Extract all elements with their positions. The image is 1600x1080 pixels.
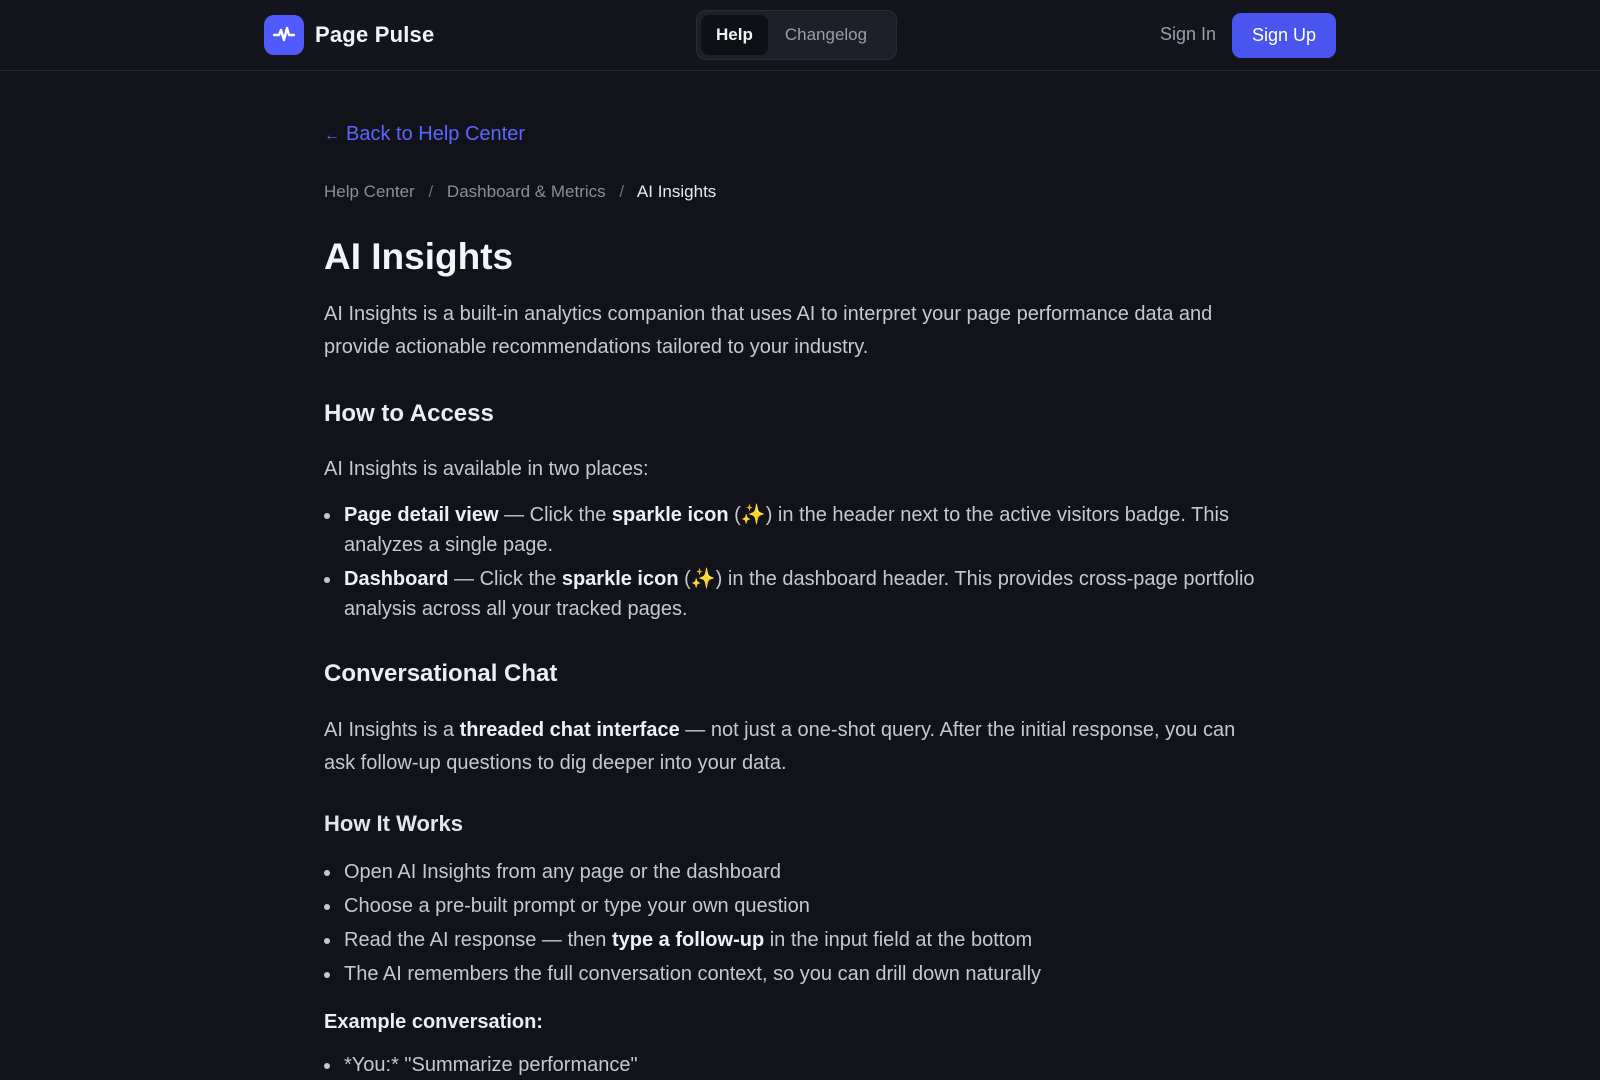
how-it-works-list [324, 857, 1264, 989]
item-text: Read the AI response — then [344, 929, 612, 951]
item-bold: type a follow-up [611, 929, 765, 951]
arrow-left-icon: ← [324, 127, 340, 144]
tab-help[interactable]: Help [701, 15, 768, 55]
intro-paragraph: AI Insights is a built-in analytics companion that uses AI to interpret your page performance data and provide actionable recommendations tailored to your industry. [324, 303, 1213, 358]
item-text: — Click the [448, 568, 562, 590]
brand-name: Page Pulse [315, 22, 435, 47]
item-text: ( [728, 504, 741, 526]
list-item [324, 925, 1264, 955]
item-label: Page detail view [344, 504, 499, 526]
list-item: Open AI Insights from any page or the dashboard [324, 857, 1264, 887]
pulse-icon [264, 15, 304, 55]
page-title: AI Insights [324, 236, 514, 277]
item-icon-label: sparkle icon [611, 504, 729, 526]
brand[interactable] [264, 15, 434, 55]
list-item [324, 564, 1264, 624]
list-item: Choose a pre-built prompt or type your own question [324, 891, 1264, 921]
back-link-label: Back to Help Center [346, 123, 525, 145]
top-navbar [0, 0, 1600, 71]
sign-up-button[interactable]: Sign Up [1232, 13, 1336, 58]
breadcrumb-dashboard-metrics[interactable]: Dashboard & Metrics [446, 182, 606, 201]
how-to-access-heading: How to Access [324, 400, 494, 427]
item-text: ) in the dashboard header. This provides cross-page portfolio analysis across all your tracked pages. [344, 568, 1255, 620]
list-item [324, 500, 1264, 560]
para-text: AI Insights is a [324, 719, 460, 741]
chat-paragraph [324, 714, 1264, 780]
item-label: Dashboard [344, 568, 449, 590]
sparkle-icon: ✨ [690, 568, 716, 590]
para-text: — not just a one-shot query. After the initial response, you can ask follow-up questions to dig deeper into your data. [324, 719, 1236, 774]
list-item: The AI remembers the full conversation context, so you can drill down naturally [324, 959, 1264, 989]
tab-changelog[interactable]: Changelog [784, 25, 868, 44]
access-list [324, 500, 1264, 624]
breadcrumb-help-center[interactable]: Help Center [324, 182, 415, 201]
access-lead: AI Insights is available in two places: [324, 458, 649, 480]
how-it-works-heading: How It Works [324, 811, 463, 836]
back-to-help-link[interactable] [324, 123, 525, 146]
item-text: ) in the header next to the active visitors badge. This analyzes a single page. [344, 504, 1229, 556]
item-text: — Click the [498, 504, 612, 526]
example-heading: Example conversation: [324, 1011, 543, 1033]
conversational-chat-heading: Conversational Chat [324, 660, 558, 687]
item-text: in the input field at the bottom [764, 929, 1033, 951]
para-bold: threaded chat interface [459, 719, 680, 741]
item-text: ( [678, 568, 691, 590]
nav-tabs [696, 10, 897, 60]
sign-in-link[interactable]: Sign In [1160, 24, 1217, 44]
list-item: *You:* "Summarize performance" [324, 1050, 1264, 1080]
item-icon-label: sparkle icon [561, 568, 679, 590]
breadcrumb-separator: / [619, 182, 625, 201]
breadcrumb [324, 182, 716, 202]
example-list [324, 1050, 1264, 1080]
breadcrumb-current: AI Insights [636, 182, 717, 201]
breadcrumb-separator: / [428, 182, 434, 201]
sparkle-icon: ✨ [740, 504, 766, 526]
